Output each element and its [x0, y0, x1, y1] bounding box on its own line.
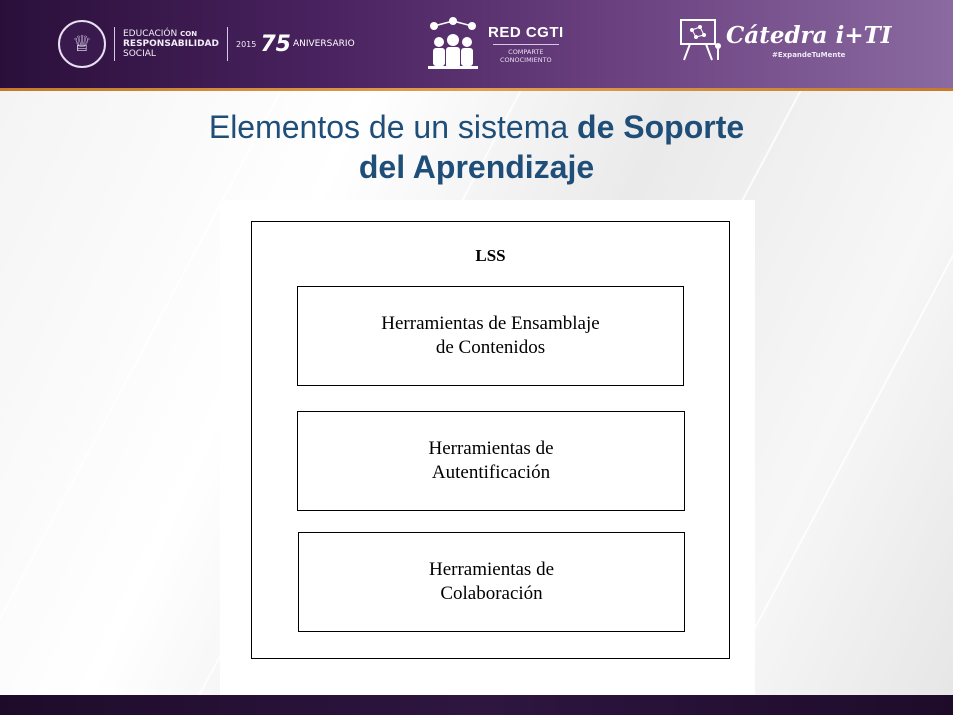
logo-divider-2 [227, 27, 228, 61]
red-cgti-separator [493, 44, 559, 45]
catedra-title: Cátedra i+TI [726, 21, 892, 49]
red-cgti-text [488, 24, 564, 64]
title-normal: Elementos de un sistema [208, 109, 578, 145]
edu-line-1: EDUCACIÓN [123, 29, 178, 39]
header-banner [0, 0, 953, 88]
title-bold-1: de Soporte [577, 109, 745, 145]
slide-title [0, 107, 953, 187]
edu-line-2: RESPONSABILIDAD [123, 39, 219, 49]
logo-divider [114, 27, 115, 61]
catedra-hashtag: #ExpandeTuMente [772, 50, 846, 59]
year-text: 2015 [236, 39, 257, 49]
anniversary-text: ANIVERSARIO [292, 39, 355, 49]
content-assembly-tools-box: Herramientas de Ensamblaje de Contenidos [297, 286, 684, 386]
edu-line-3: SOCIAL [123, 49, 156, 59]
edu-line-1-small: CON [180, 30, 198, 38]
presentation-board-icon [678, 16, 722, 64]
footer-band [0, 695, 953, 715]
title-bold-2: del Aprendizaje [358, 149, 595, 185]
catedra-text [726, 22, 891, 59]
anniversary-number: 75 [260, 31, 291, 57]
education-responsibility-text [123, 29, 219, 59]
red-cgti-subtitle-1: COMPARTE [508, 48, 544, 56]
university-logo-group [58, 20, 355, 68]
catedra-logo-group [678, 16, 891, 64]
people-network-icon [424, 16, 482, 72]
authentication-tools-box: Herramientas de Autentificación [297, 411, 685, 511]
red-cgti-logo-group [424, 16, 564, 72]
red-cgti-subtitle-2: CONOCIMIENTO [500, 56, 552, 64]
university-seal-icon: ♕ [58, 20, 106, 68]
red-cgti-title: RED CGTI [488, 24, 564, 41]
lss-label: LSS [475, 246, 506, 265]
collaboration-tools-box: Herramientas de Colaboración [298, 532, 685, 632]
